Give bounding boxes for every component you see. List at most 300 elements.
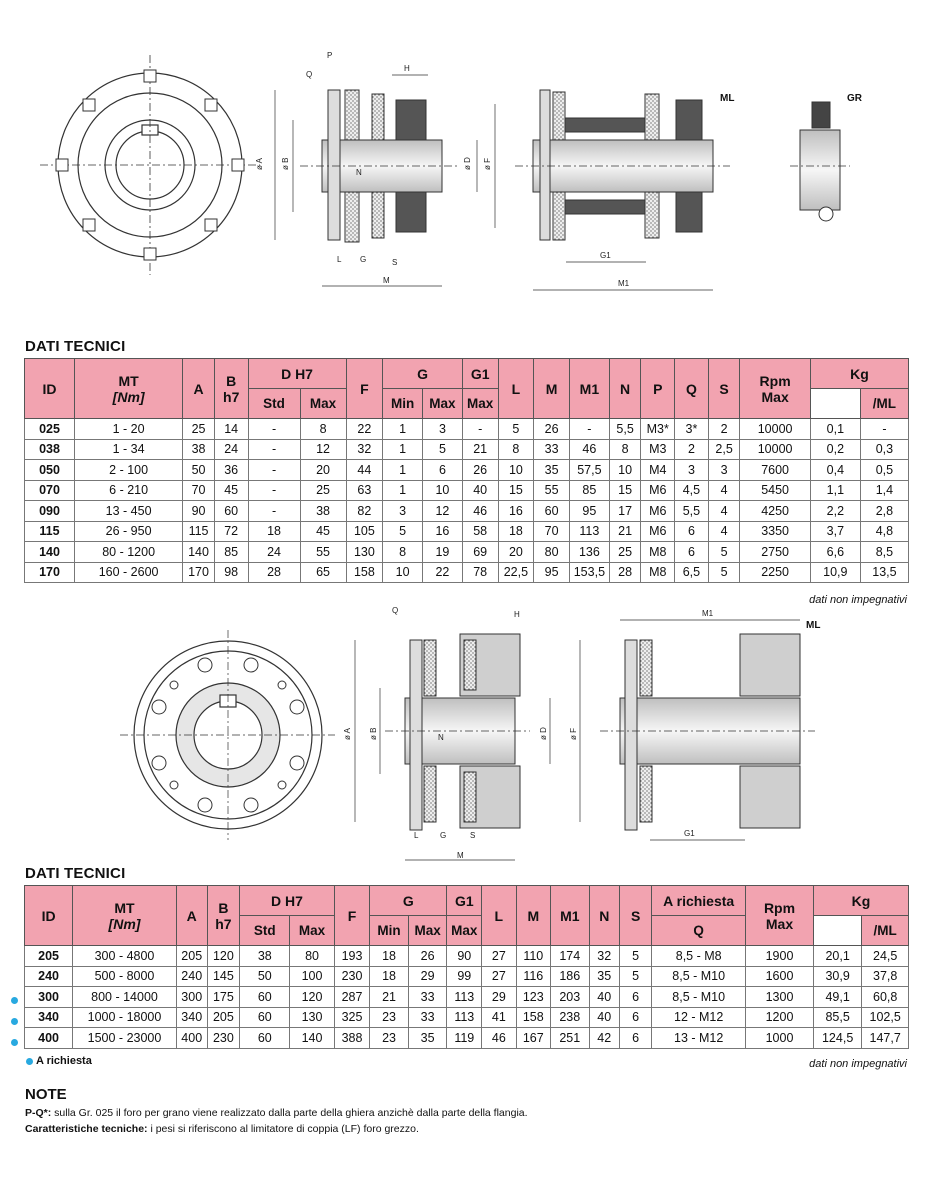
table2-cell: 300 - 4800 (73, 946, 177, 967)
table1-cell: 98 (214, 562, 248, 583)
table1-cell: 95 (569, 501, 609, 522)
on-request-dot-340 (11, 1018, 18, 1025)
table1-cell: 140 (183, 542, 215, 563)
table2-cell: 400 (176, 1028, 207, 1049)
table1-cell: - (569, 419, 609, 440)
table2-cell: 21 (370, 987, 409, 1008)
table2-cell: 1900 (746, 946, 814, 967)
table1-cell: 82 (346, 501, 383, 522)
th2-dh7: D H7 (240, 886, 335, 916)
table2-cell: 46 (482, 1028, 516, 1049)
th2-gmax: Max (408, 916, 447, 946)
table1-cell: 58 (462, 521, 498, 542)
table1-cell: - (462, 419, 498, 440)
table1-row (25, 419, 909, 440)
label-h: H (404, 64, 410, 73)
label-b-b: ø B (369, 727, 378, 740)
table1-cell: 15 (609, 480, 641, 501)
table1-cell: M8 (641, 542, 675, 563)
th-kg-blank (810, 389, 860, 419)
table1-cell: 6 - 210 (75, 480, 183, 501)
table1-cell: 3 (675, 460, 709, 481)
table2-cell: 41 (482, 1007, 516, 1028)
table2-cell: 8,5 - M8 (652, 946, 746, 967)
gr-detail (790, 102, 850, 221)
table1-footnote: dati non impegnativi (809, 594, 907, 606)
table1-cell: 5 (383, 521, 423, 542)
th2-kg-ml: /ML (862, 916, 909, 946)
table1-cell: 26 - 950 (75, 521, 183, 542)
table1-cell: 3 (423, 419, 463, 440)
table1-cell: 35 (534, 460, 570, 481)
table2-cell: 300 (176, 987, 207, 1008)
th-dmax: Max (300, 389, 346, 419)
th2-s: S (620, 886, 652, 946)
label-n-b: N (438, 733, 444, 742)
table1-cell: 46 (569, 439, 609, 460)
table2-cell: 1000 (746, 1028, 814, 1049)
table1-cell: 20 (498, 542, 534, 563)
label-ml-top: ML (720, 93, 735, 104)
table1-cell: 0,1 (810, 419, 860, 440)
note-line-2: Caratteristiche tecniche: i pesi si riferiscono al limitatore di coppia (LF) foro grezzo. (25, 1123, 419, 1135)
label-f-b: ø F (569, 728, 578, 740)
table1-cell: 25 (183, 419, 215, 440)
table2-cell: 40 (589, 987, 619, 1008)
table1-cell: 0,5 (860, 460, 908, 481)
table1-cell: 2750 (740, 542, 810, 563)
table1-cell: 2 (675, 439, 709, 460)
table1-cell: 24 (214, 439, 248, 460)
table1-cell: 2 - 100 (75, 460, 183, 481)
th2-areq: A richiesta (652, 886, 746, 916)
label-q-b: Q (392, 606, 399, 615)
table1-cell: 105 (346, 521, 383, 542)
table1-cell: - (248, 439, 300, 460)
table1-cell: 40 (462, 480, 498, 501)
table1-cell: 113 (569, 521, 609, 542)
th-kg-ml: /ML (860, 389, 908, 419)
table1-cell: 1 - 34 (75, 439, 183, 460)
table1-cell: 4250 (740, 501, 810, 522)
table1-cell: 136 (569, 542, 609, 563)
table2-cell: 23 (370, 1007, 409, 1028)
table1-row (25, 460, 909, 481)
table2-cell: 33 (408, 1007, 447, 1028)
table1-cell: M6 (641, 501, 675, 522)
table1-cell: 5 (423, 439, 463, 460)
table2-cell: 167 (516, 1028, 551, 1049)
table1-cell: - (248, 480, 300, 501)
table1-cell: M3* (641, 419, 675, 440)
table2 (24, 885, 909, 1049)
label-a-b: ø A (343, 727, 352, 740)
table2-cell: 325 (334, 1007, 370, 1028)
th2-rpm: Rpm Max (746, 886, 814, 946)
label-m-b: M (457, 851, 464, 860)
table1-cell: 28 (248, 562, 300, 583)
table2-cell: 1000 - 18000 (73, 1007, 177, 1028)
table1-cell: 90 (183, 501, 215, 522)
table1-cell: 25 (609, 542, 641, 563)
table2-cell: 500 - 8000 (73, 966, 177, 987)
table2-cell: 6 (620, 987, 652, 1008)
table1-cell: 5,5 (675, 501, 709, 522)
table2-cell: 27 (482, 966, 516, 987)
table1-cell: 153,5 (569, 562, 609, 583)
th2-m: M (516, 886, 551, 946)
table2-cell: 205 (207, 1007, 240, 1028)
table1-cell: 65 (300, 562, 346, 583)
table1-cell: 130 (346, 542, 383, 563)
table2-cell: 60 (240, 1028, 290, 1049)
table2-cell: 1300 (746, 987, 814, 1008)
table1-row (25, 439, 909, 460)
th-l: L (498, 359, 534, 419)
table2-cell: 123 (516, 987, 551, 1008)
side-section-2 (355, 634, 580, 860)
table1-cell: 10 (383, 562, 423, 583)
table1 (24, 358, 909, 583)
table2-cell: 240 (176, 966, 207, 987)
table1-cell: 10,9 (810, 562, 860, 583)
table1-cell: 1 - 20 (75, 419, 183, 440)
table2-cell: 113 (447, 1007, 482, 1028)
table2-cell: 340 (25, 1007, 73, 1028)
front-view-disc (120, 630, 335, 840)
th2-std: Std (240, 916, 290, 946)
table1-cell: 115 (25, 521, 75, 542)
label-h-b: H (514, 610, 520, 619)
table2-cell: 140 (290, 1028, 334, 1049)
legend-text: A richiesta (36, 1055, 92, 1067)
label-m: M (383, 276, 390, 285)
table1-cell: 5450 (740, 480, 810, 501)
table1-cell: M8 (641, 562, 675, 583)
table2-cell: 230 (334, 966, 370, 987)
table2-cell: 110 (516, 946, 551, 967)
table1-cell: M6 (641, 521, 675, 542)
table1-cell: M3 (641, 439, 675, 460)
th2-gmin: Min (370, 916, 409, 946)
th-gmax: Max (423, 389, 463, 419)
table1-cell: - (860, 419, 908, 440)
table1-cell: 1 (383, 439, 423, 460)
table2-cell: 18 (370, 966, 409, 987)
table2-cell: 6 (620, 1028, 652, 1049)
th-a: A (183, 359, 215, 419)
table2-cell: 1600 (746, 966, 814, 987)
table1-cell: 2,8 (860, 501, 908, 522)
th-gmin: Min (383, 389, 423, 419)
note-title: NOTE (25, 1086, 67, 1103)
table1-cell: 3 (383, 501, 423, 522)
table2-row (25, 966, 909, 987)
th-g1: G1 (462, 359, 498, 389)
table2-row (25, 1007, 909, 1028)
th2-n: N (589, 886, 619, 946)
table1-cell: 25 (300, 480, 346, 501)
th2-dmax: Max (290, 916, 334, 946)
table2-cell: 12 - M12 (652, 1007, 746, 1028)
table1-cell: 070 (25, 480, 75, 501)
table1-cell: 8 (300, 419, 346, 440)
th-f: F (346, 359, 383, 419)
table2-cell: 42 (589, 1028, 619, 1049)
label-g-b: G (440, 831, 447, 840)
table2-cell: 50 (240, 966, 290, 987)
table2-cell: 130 (290, 1007, 334, 1028)
label-g: G (360, 255, 367, 264)
table1-cell: 26 (534, 419, 570, 440)
table2-cell: 400 (25, 1028, 73, 1049)
table1-cell: 15 (498, 480, 534, 501)
th-g1max: Max (462, 389, 498, 419)
table1-cell: 3350 (740, 521, 810, 542)
th2-a: A (176, 886, 207, 946)
th2-g: G (370, 886, 447, 916)
front-view-ring (40, 55, 260, 275)
table1-cell: 21 (609, 521, 641, 542)
table1-row (25, 501, 909, 522)
table2-cell: 90 (447, 946, 482, 967)
table1-cell: 22 (423, 562, 463, 583)
table2-cell: 27 (482, 946, 516, 967)
table2-cell: 37,8 (862, 966, 909, 987)
th-rpm: Rpm Max (740, 359, 810, 419)
table1-cell: 19 (423, 542, 463, 563)
table2-cell: 13 - M12 (652, 1028, 746, 1049)
table2-cell: 8,5 - M10 (652, 987, 746, 1008)
table1-cell: 12 (423, 501, 463, 522)
table1-cell: 16 (498, 501, 534, 522)
th2-f: F (334, 886, 370, 946)
table2-cell: 203 (551, 987, 589, 1008)
table2-cell: 80 (290, 946, 334, 967)
table1-cell: 4 (708, 480, 740, 501)
table1-cell: 55 (534, 480, 570, 501)
table1-cell: 090 (25, 501, 75, 522)
table1-cell: 72 (214, 521, 248, 542)
table1-cell: 3,7 (810, 521, 860, 542)
table2-cell: 193 (334, 946, 370, 967)
table2-cell: 230 (207, 1028, 240, 1049)
table2-cell: 5 (620, 946, 652, 967)
table1-cell: 1 (383, 460, 423, 481)
th2-q: Q (652, 916, 746, 946)
table1-cell: 170 (25, 562, 75, 583)
th-q: Q (675, 359, 709, 419)
table1-cell: 18 (498, 521, 534, 542)
table1-cell: 2250 (740, 562, 810, 583)
label-gr: GR (847, 93, 862, 104)
th2-l: L (482, 886, 516, 946)
th-std: Std (248, 389, 300, 419)
table1-cell: 16 (423, 521, 463, 542)
label-b: ø B (281, 157, 290, 170)
table2-row (25, 1028, 909, 1049)
table2-cell: 6 (620, 1007, 652, 1028)
label-a: ø A (255, 157, 264, 170)
table1-cell: - (248, 501, 300, 522)
table2-cell: 300 (25, 987, 73, 1008)
table1-cell: 13,5 (860, 562, 908, 583)
table1-cell: 10000 (740, 439, 810, 460)
table1-cell: 2 (708, 419, 740, 440)
table1-cell: 12 (300, 439, 346, 460)
table1-cell: 038 (25, 439, 75, 460)
table2-cell: 158 (516, 1007, 551, 1028)
table1-cell: 4 (708, 501, 740, 522)
label-m1: M1 (618, 279, 630, 288)
table2-cell: 33 (408, 987, 447, 1008)
table2-cell: 49,1 (813, 987, 861, 1008)
label-l: L (337, 255, 342, 264)
note-line-1: P-Q*: sulla Gr. 025 il foro per grano viene realizzato dalla parte della ghiera anzichè dalla parte della flangia. (25, 1107, 528, 1119)
table2-cell: 60 (240, 1007, 290, 1028)
table2-cell: 124,5 (813, 1028, 861, 1049)
table1-cell: M6 (641, 480, 675, 501)
table2-cell: 205 (176, 946, 207, 967)
th-b: B h7 (214, 359, 248, 419)
table1-cell: 57,5 (569, 460, 609, 481)
table2-row (25, 946, 909, 967)
table2-cell: 186 (551, 966, 589, 987)
table2-body (25, 946, 909, 1049)
side-section-ml (515, 90, 730, 290)
table1-cell: 050 (25, 460, 75, 481)
table2-cell: 23 (370, 1028, 409, 1049)
th-kg: Kg (810, 359, 908, 389)
table1-row (25, 480, 909, 501)
th-m1: M1 (569, 359, 609, 419)
th2-b: B h7 (207, 886, 240, 946)
table1-cell: 33 (534, 439, 570, 460)
th-n: N (609, 359, 641, 419)
table2-cell: 29 (408, 966, 447, 987)
side-section-ml-2 (600, 620, 815, 840)
side-section-1 (275, 75, 495, 286)
label-ml-bottom: ML (806, 620, 821, 631)
legend-dot (26, 1058, 33, 1065)
table2-cell: 18 (370, 946, 409, 967)
table1-cell: 63 (346, 480, 383, 501)
label-s-b: S (470, 831, 476, 840)
table1-cell: - (248, 460, 300, 481)
table2-cell: 60 (240, 987, 290, 1008)
label-d: ø D (463, 157, 472, 170)
table1-cell: 60 (534, 501, 570, 522)
table2-cell: 120 (290, 987, 334, 1008)
table2-cell: 340 (176, 1007, 207, 1028)
on-request-dot-400 (11, 1039, 18, 1046)
table1-cell: 158 (346, 562, 383, 583)
table1-cell: 10 (423, 480, 463, 501)
table2-cell: 35 (589, 966, 619, 987)
table2-cell: 60,8 (862, 987, 909, 1008)
table1-cell: 70 (183, 480, 215, 501)
label-q: Q (306, 70, 313, 79)
table2-cell: 175 (207, 987, 240, 1008)
table1-cell: 20 (300, 460, 346, 481)
table2-cell: 120 (207, 946, 240, 967)
table1-cell: 21 (462, 439, 498, 460)
th2-g1: G1 (447, 886, 482, 916)
table2-cell: 24,5 (862, 946, 909, 967)
table1-cell: 5 (498, 419, 534, 440)
table1-cell: 95 (534, 562, 570, 583)
table1-cell: M4 (641, 460, 675, 481)
top-technical-drawing (0, 0, 929, 330)
table1-cell: 6 (423, 460, 463, 481)
th-g: G (383, 359, 463, 389)
table1-cell: 1,4 (860, 480, 908, 501)
table1-cell: 0,4 (810, 460, 860, 481)
th2-m1: M1 (551, 886, 589, 946)
table1-cell: 60 (214, 501, 248, 522)
table1-cell: 7600 (740, 460, 810, 481)
table2-cell: 174 (551, 946, 589, 967)
th2-kg-blank (813, 916, 861, 946)
table1-cell: 0,2 (810, 439, 860, 460)
table2-cell: 251 (551, 1028, 589, 1049)
label-n: N (356, 168, 362, 177)
table1-cell: 38 (300, 501, 346, 522)
table1-row (25, 521, 909, 542)
table1-cell: 1,1 (810, 480, 860, 501)
table1-body (25, 419, 909, 583)
label-s: S (392, 258, 398, 267)
label-g1: G1 (600, 251, 611, 260)
table2-cell: 38 (240, 946, 290, 967)
table1-cell: 6,5 (675, 562, 709, 583)
table1-cell: 6,6 (810, 542, 860, 563)
table1-cell: 1 (383, 480, 423, 501)
table2-cell: 147,7 (862, 1028, 909, 1049)
table1-cell: 50 (183, 460, 215, 481)
table1-title: DATI TECNICI (25, 338, 126, 355)
table1-cell: 3* (675, 419, 709, 440)
middle-technical-drawing (0, 600, 929, 865)
th-s: S (708, 359, 740, 419)
table1-cell: 17 (609, 501, 641, 522)
table2-cell: 85,5 (813, 1007, 861, 1028)
table2-cell: 1500 - 23000 (73, 1028, 177, 1049)
table1-cell: 5 (708, 542, 740, 563)
table2-cell: 205 (25, 946, 73, 967)
table1-cell: 32 (346, 439, 383, 460)
table1-cell: 45 (214, 480, 248, 501)
table1-cell: 8 (383, 542, 423, 563)
table2-cell: 116 (516, 966, 551, 987)
table2-cell: 20,1 (813, 946, 861, 967)
table1-cell: 4,5 (675, 480, 709, 501)
table1-cell: 45 (300, 521, 346, 542)
table1-row (25, 562, 909, 583)
table1-cell: 1 (383, 419, 423, 440)
table1-cell: 14 (214, 419, 248, 440)
th-mt: MT [Nm] (75, 359, 183, 419)
th-dh7: D H7 (248, 359, 346, 389)
th-id: ID (25, 359, 75, 419)
th-p: P (641, 359, 675, 419)
table1-cell: 85 (569, 480, 609, 501)
table2-row (25, 987, 909, 1008)
table2-cell: 800 - 14000 (73, 987, 177, 1008)
table1-cell: - (248, 419, 300, 440)
table1-cell: 10 (609, 460, 641, 481)
table1-cell: 025 (25, 419, 75, 440)
